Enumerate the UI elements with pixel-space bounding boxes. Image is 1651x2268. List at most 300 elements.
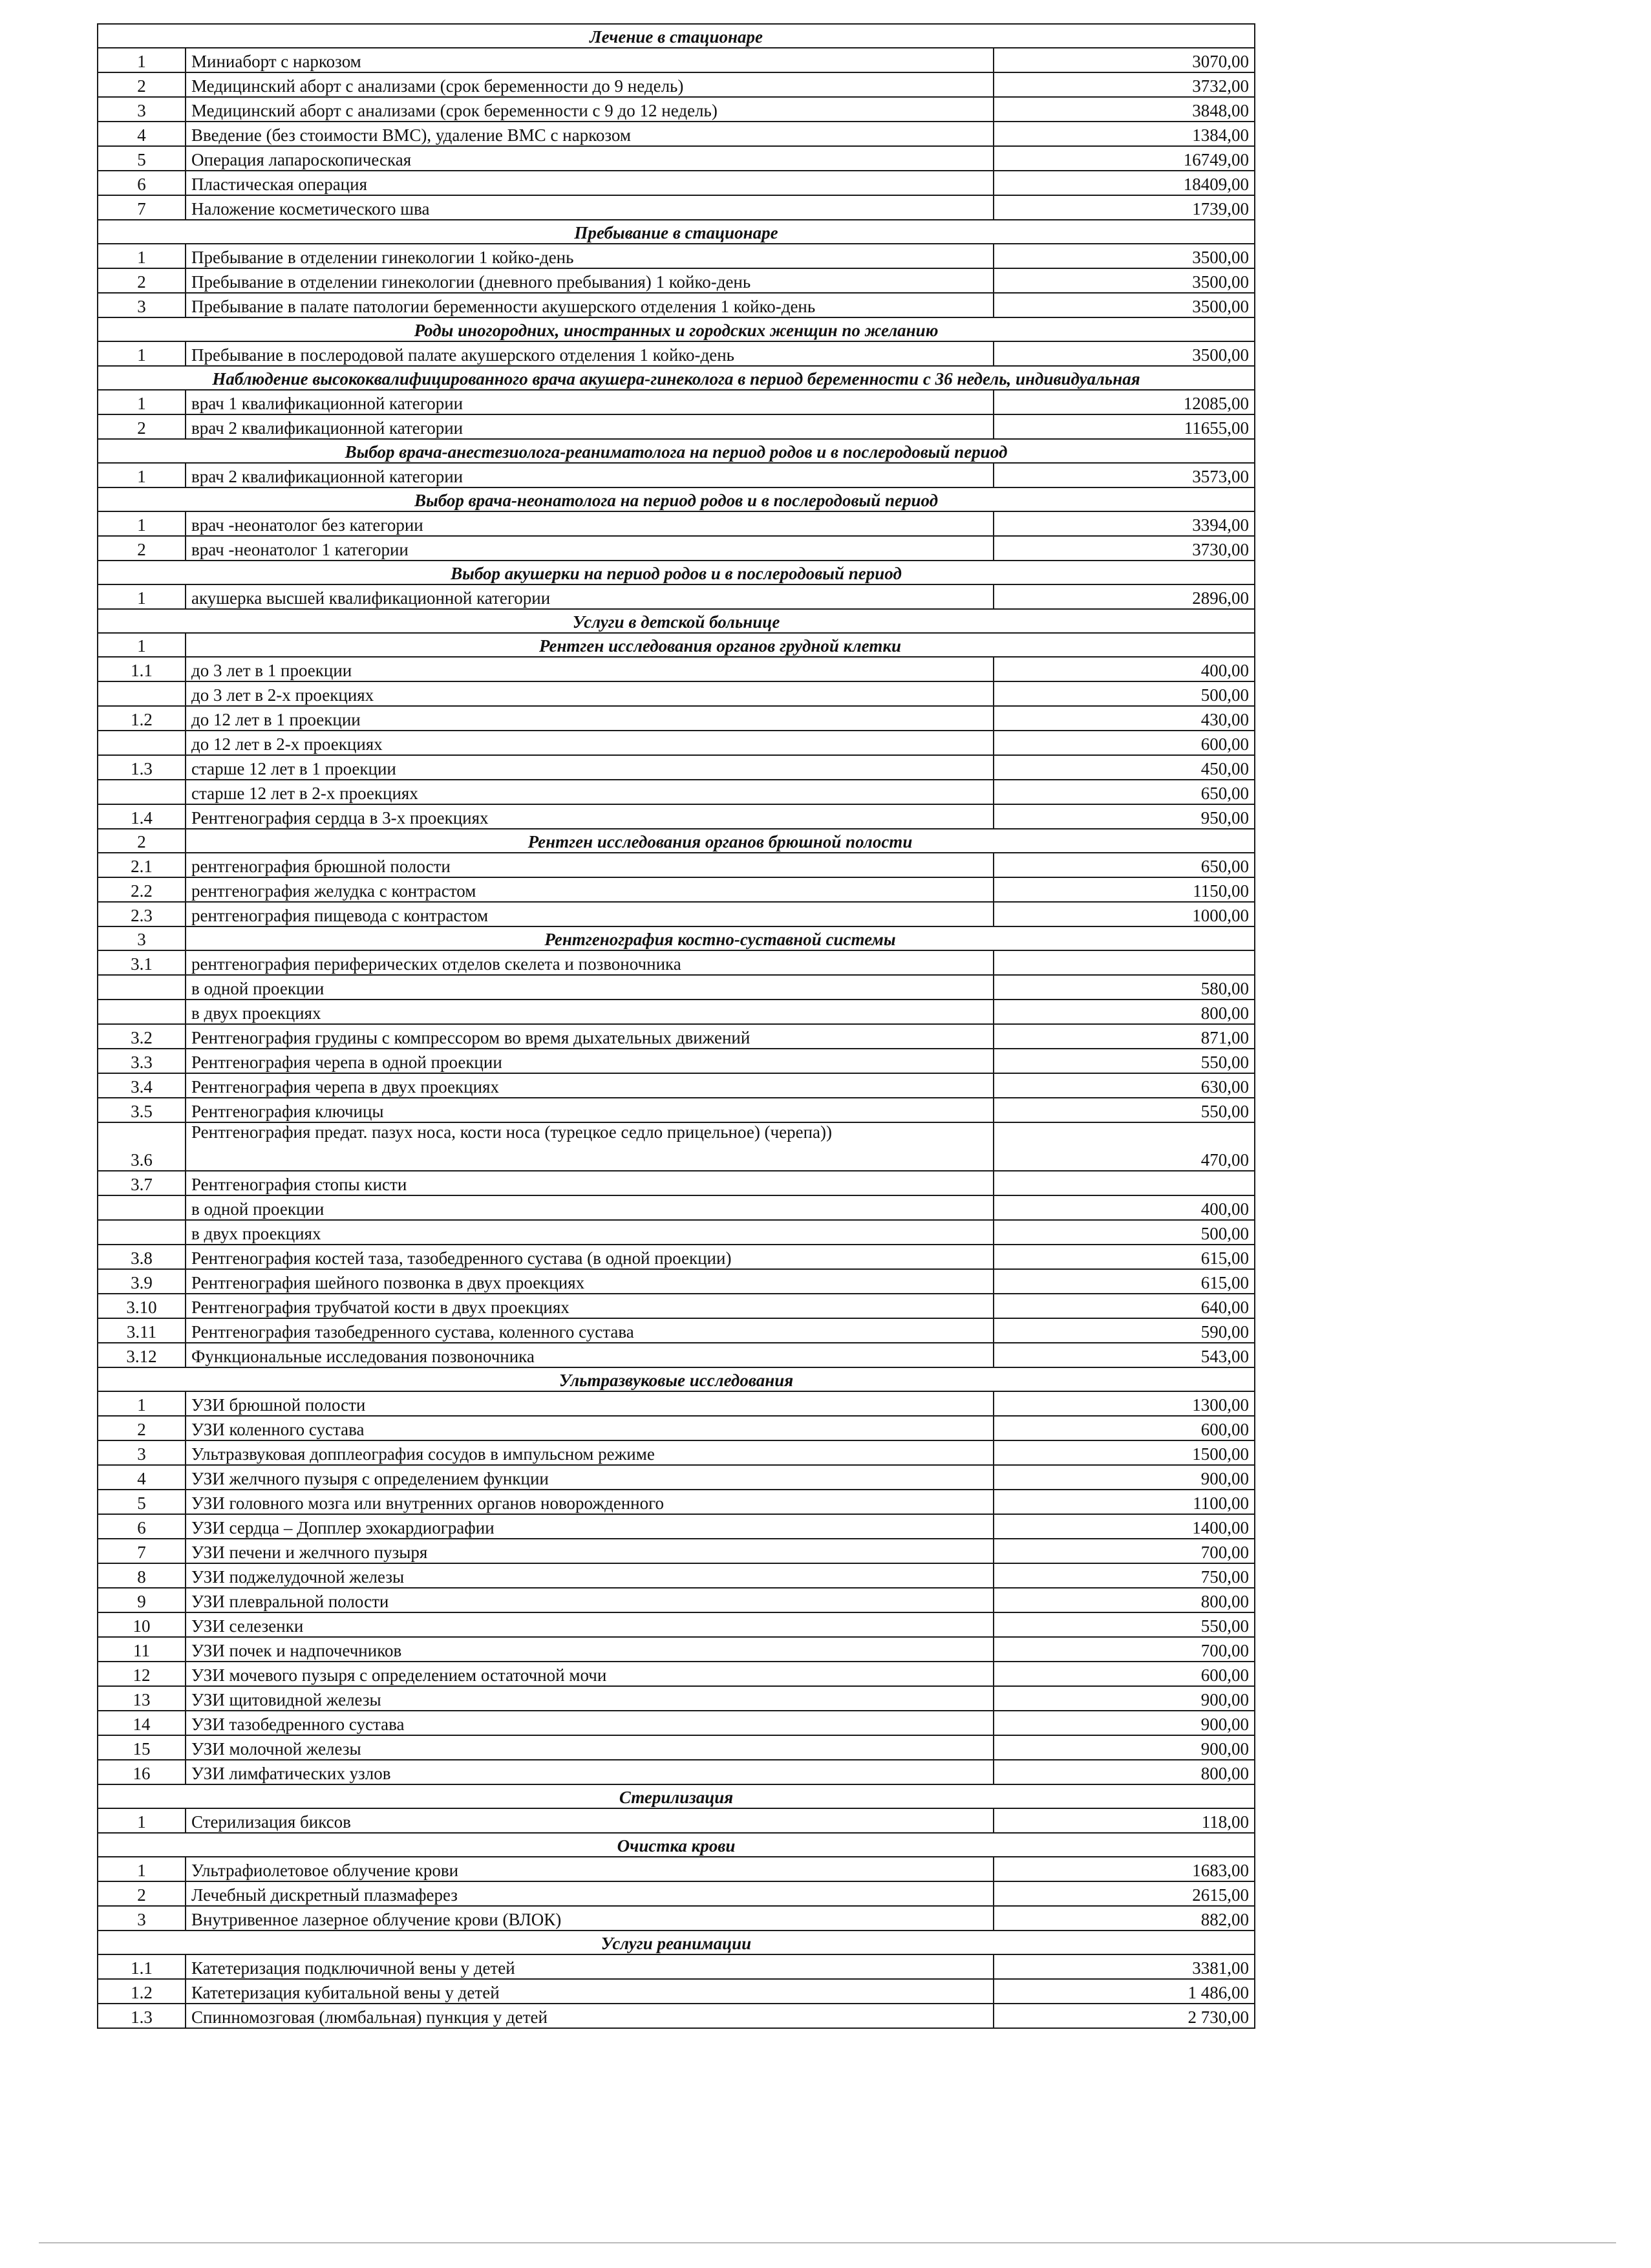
row-number: 2 (98, 1881, 186, 1906)
service-name: Катетеризация подключичной вены у детей (186, 1954, 994, 1979)
service-name: Медицинский аборт с анализами (срок беременности с 9 до 12 недель) (186, 97, 994, 122)
service-price: 430,00 (994, 706, 1255, 731)
table-row (98, 48, 1255, 72)
service-name: в одной проекции (186, 975, 994, 1000)
table-row (98, 1857, 1255, 1881)
table-row (98, 1954, 1255, 1979)
row-number: 7 (98, 195, 186, 220)
service-name: рентгенография желудка с контрастом (186, 877, 994, 902)
service-name: Медицинский аборт с анализами (срок беременности до 9 недель) (186, 72, 994, 97)
table-row (98, 1686, 1255, 1711)
service-name: Введение (без стоимости ВМС), удаление ВМС с наркозом (186, 122, 994, 146)
table-row (98, 1711, 1255, 1735)
service-price: 550,00 (994, 1098, 1255, 1122)
service-name: Пребывание в послеродовой палате акушерского отделения 1 койко-день (186, 341, 994, 366)
service-price: 3500,00 (994, 268, 1255, 293)
service-price: 2615,00 (994, 1881, 1255, 1906)
service-name: Стерилизация биксов (186, 1808, 994, 1833)
service-name: Рентгенография костей таза, тазобедренного сустава (в одной проекции) (186, 1245, 994, 1269)
section-number: 2 (98, 829, 186, 853)
service-price: 1150,00 (994, 877, 1255, 902)
service-name: старше 12 лет в 2-х проекциях (186, 780, 994, 804)
service-price: 400,00 (994, 657, 1255, 681)
table-row (98, 171, 1255, 195)
row-number: 16 (98, 1760, 186, 1784)
row-number: 3.4 (98, 1073, 186, 1098)
table-row (98, 1245, 1255, 1269)
row-number: 3.2 (98, 1024, 186, 1049)
service-price: 615,00 (994, 1245, 1255, 1269)
service-price: 3070,00 (994, 48, 1255, 72)
row-number: 1 (98, 341, 186, 366)
section-title: Рентген исследования органов брюшной полости (186, 829, 1255, 853)
section-header-row (98, 561, 1255, 584)
table-row (98, 414, 1255, 439)
table-row (98, 584, 1255, 609)
price-table (97, 23, 1255, 2029)
row-number: 1 (98, 48, 186, 72)
service-price: 750,00 (994, 1563, 1255, 1588)
service-price: 900,00 (994, 1465, 1255, 1490)
service-name: УЗИ желчного пузыря с определением функции (186, 1465, 994, 1490)
service-name: УЗИ головного мозга или внутренних органов новорожденного (186, 1490, 994, 1514)
table-row (98, 1612, 1255, 1637)
service-name: УЗИ брюшной полости (186, 1391, 994, 1416)
service-name: Операция лапароскопическая (186, 146, 994, 171)
row-number: 3 (98, 293, 186, 317)
table-row (98, 1440, 1255, 1465)
row-number: 9 (98, 1588, 186, 1612)
table-row (98, 1024, 1255, 1049)
row-number: 1 (98, 463, 186, 487)
service-name: УЗИ молочной железы (186, 1735, 994, 1760)
service-price: 3381,00 (994, 1954, 1255, 1979)
table-row (98, 268, 1255, 293)
service-name: Пребывание в палате патологии беременности акушерского отделения 1 койко-день (186, 293, 994, 317)
service-price: 630,00 (994, 1073, 1255, 1098)
row-number: 1 (98, 390, 186, 414)
row-number (98, 780, 186, 804)
section-title: Выбор врача-неонатолога на период родов и в послеродовый период (98, 487, 1255, 511)
row-number: 12 (98, 1662, 186, 1686)
table-row (98, 902, 1255, 926)
table-row (98, 755, 1255, 780)
table-row (98, 1514, 1255, 1539)
table-row (98, 1881, 1255, 1906)
service-price: 2896,00 (994, 584, 1255, 609)
row-number: 1 (98, 1808, 186, 1833)
table-row (98, 1539, 1255, 1563)
service-name: Рентгенография предат. пазух носа, кости носа (турецкое седло прицельное) (черепа)) (186, 1122, 994, 1171)
row-number: 14 (98, 1711, 186, 1735)
service-price: 900,00 (994, 1686, 1255, 1711)
table-row (98, 1735, 1255, 1760)
row-number (98, 731, 186, 755)
table-row (98, 1122, 1255, 1171)
service-name: Пластическая операция (186, 171, 994, 195)
table-row (98, 1808, 1255, 1833)
service-name: Рентгенография стопы кисти (186, 1171, 994, 1195)
table-row (98, 1391, 1255, 1416)
row-number: 3 (98, 1440, 186, 1465)
table-row (98, 2004, 1255, 2028)
section-header-row (98, 366, 1255, 390)
table-row (98, 1760, 1255, 1784)
row-number: 2 (98, 268, 186, 293)
table-row (98, 1220, 1255, 1245)
service-price: 3732,00 (994, 72, 1255, 97)
section-header-row (98, 487, 1255, 511)
service-price: 580,00 (994, 975, 1255, 1000)
section-header-row (98, 633, 1255, 657)
table-row (98, 1979, 1255, 2004)
service-price: 16749,00 (994, 146, 1255, 171)
service-name: УЗИ почек и надпочечников (186, 1637, 994, 1662)
row-number: 1.3 (98, 755, 186, 780)
service-name: Функциональные исследования позвоночника (186, 1343, 994, 1367)
service-name: УЗИ лимфатических узлов (186, 1760, 994, 1784)
row-number: 2.2 (98, 877, 186, 902)
table-row (98, 1171, 1255, 1195)
row-number: 3.1 (98, 950, 186, 975)
row-number: 15 (98, 1735, 186, 1760)
table-row (98, 1000, 1255, 1024)
service-name: УЗИ тазобедренного сустава (186, 1711, 994, 1735)
row-number: 1 (98, 244, 186, 268)
service-name: до 3 лет в 2-х проекциях (186, 681, 994, 706)
service-price: 900,00 (994, 1711, 1255, 1735)
service-price (994, 950, 1255, 975)
service-name: Пребывание в отделении гинекологии (дневного пребывания) 1 койко-день (186, 268, 994, 293)
table-row (98, 804, 1255, 829)
row-number: 2 (98, 414, 186, 439)
row-number: 1 (98, 584, 186, 609)
table-row (98, 1049, 1255, 1073)
section-title: Лечение в стационаре (98, 24, 1255, 48)
service-price: 1500,00 (994, 1440, 1255, 1465)
table-row (98, 244, 1255, 268)
section-title: Услуги в детской больнице (98, 609, 1255, 633)
service-price: 470,00 (994, 1122, 1255, 1171)
service-name: УЗИ щитовидной железы (186, 1686, 994, 1711)
service-name: Рентгенография тазобедренного сустава, коленного сустава (186, 1318, 994, 1343)
service-price: 3394,00 (994, 511, 1255, 536)
row-number: 7 (98, 1539, 186, 1563)
section-number: 3 (98, 926, 186, 950)
service-price: 3848,00 (994, 97, 1255, 122)
service-price: 1000,00 (994, 902, 1255, 926)
table-row (98, 706, 1255, 731)
section-title: Услуги реанимации (98, 1931, 1255, 1954)
service-name: Внутривенное лазерное облучение крови (ВЛОК) (186, 1906, 994, 1931)
service-name: Катетеризация кубитальной вены у детей (186, 1979, 994, 2004)
row-number: 3.5 (98, 1098, 186, 1122)
service-price: 600,00 (994, 731, 1255, 755)
service-name: акушерка высшей квалификационной категории (186, 584, 994, 609)
service-name: врач -неонатолог без категории (186, 511, 994, 536)
section-number: 1 (98, 633, 186, 657)
service-name: Рентгенография сердца в 3-х проекциях (186, 804, 994, 829)
row-number (98, 1195, 186, 1220)
service-name: Ультразвуковая допплеография сосудов в импульсном режиме (186, 1440, 994, 1465)
table-row (98, 72, 1255, 97)
service-name: в двух проекциях (186, 1000, 994, 1024)
row-number (98, 1220, 186, 1245)
service-price: 3730,00 (994, 536, 1255, 561)
row-number (98, 975, 186, 1000)
table-row (98, 975, 1255, 1000)
table-row (98, 1269, 1255, 1294)
section-header-row (98, 829, 1255, 853)
service-price: 550,00 (994, 1612, 1255, 1637)
table-row (98, 122, 1255, 146)
row-number: 6 (98, 171, 186, 195)
row-number: 5 (98, 1490, 186, 1514)
service-price: 2 730,00 (994, 2004, 1255, 2028)
service-price: 650,00 (994, 780, 1255, 804)
service-name: рентгенография брюшной полости (186, 853, 994, 877)
row-number: 2.3 (98, 902, 186, 926)
table-row (98, 293, 1255, 317)
service-price: 1400,00 (994, 1514, 1255, 1539)
service-name: в одной проекции (186, 1195, 994, 1220)
service-price: 590,00 (994, 1318, 1255, 1343)
service-name: рентгенография пищевода с контрастом (186, 902, 994, 926)
service-price: 615,00 (994, 1269, 1255, 1294)
table-row (98, 1098, 1255, 1122)
service-name: Пребывание в отделении гинекологии 1 койко-день (186, 244, 994, 268)
service-name: до 12 лет в 2-х проекциях (186, 731, 994, 755)
service-price: 3573,00 (994, 463, 1255, 487)
price-list-sheet (97, 23, 1254, 2029)
service-name: Рентгенография черепа в одной проекции (186, 1049, 994, 1073)
service-price: 500,00 (994, 1220, 1255, 1245)
table-row (98, 950, 1255, 975)
section-title: Выбор акушерки на период родов и в послеродовый период (98, 561, 1255, 584)
service-price: 12085,00 (994, 390, 1255, 414)
table-row (98, 1588, 1255, 1612)
service-name: Спинномозговая (люмбальная) пункция у детей (186, 2004, 994, 2028)
section-header-row (98, 1784, 1255, 1808)
row-number: 8 (98, 1563, 186, 1588)
table-row (98, 536, 1255, 561)
table-row (98, 1906, 1255, 1931)
row-number: 1 (98, 1391, 186, 1416)
table-row (98, 780, 1255, 804)
table-row (98, 146, 1255, 171)
row-number (98, 1000, 186, 1024)
row-number: 11 (98, 1637, 186, 1662)
table-row (98, 1465, 1255, 1490)
row-number: 1.1 (98, 1954, 186, 1979)
row-number: 3.8 (98, 1245, 186, 1269)
table-row (98, 463, 1255, 487)
row-number: 3 (98, 1906, 186, 1931)
table-row (98, 1637, 1255, 1662)
service-name: Рентгенография грудины с компрессором во время дыхательных движений (186, 1024, 994, 1049)
section-header-row (98, 439, 1255, 463)
service-name: Рентгенография черепа в двух проекциях (186, 1073, 994, 1098)
service-name: Наложение косметического шва (186, 195, 994, 220)
service-price: 1 486,00 (994, 1979, 1255, 2004)
service-price: 3500,00 (994, 341, 1255, 366)
service-price: 950,00 (994, 804, 1255, 829)
service-name: Миниаборт с наркозом (186, 48, 994, 72)
row-number: 3 (98, 97, 186, 122)
table-row (98, 1563, 1255, 1588)
table-row (98, 1343, 1255, 1367)
service-name: Рентгенография шейного позвонка в двух проекциях (186, 1269, 994, 1294)
service-price: 882,00 (994, 1906, 1255, 1931)
row-number: 2.1 (98, 853, 186, 877)
service-price: 600,00 (994, 1662, 1255, 1686)
row-number: 3.11 (98, 1318, 186, 1343)
row-number: 2 (98, 1416, 186, 1440)
section-title: Рентгенография костно-суставной системы (186, 926, 1255, 950)
service-price: 700,00 (994, 1637, 1255, 1662)
row-number: 4 (98, 1465, 186, 1490)
section-title: Наблюдение высококвалифицированного врача акушера-гинеколога в период беременности с 36 недель, индивидуальная (98, 366, 1255, 390)
service-name: врач 2 квалификационной категории (186, 463, 994, 487)
service-price: 3500,00 (994, 244, 1255, 268)
service-price: 640,00 (994, 1294, 1255, 1318)
section-header-row (98, 926, 1255, 950)
service-name: Рентгенография ключицы (186, 1098, 994, 1122)
row-number: 13 (98, 1686, 186, 1711)
row-number: 1.4 (98, 804, 186, 829)
row-number: 3.3 (98, 1049, 186, 1073)
section-header-row (98, 1931, 1255, 1954)
service-name: УЗИ сердца – Допплер эхокардиографии (186, 1514, 994, 1539)
service-price: 650,00 (994, 853, 1255, 877)
service-price: 700,00 (994, 1539, 1255, 1563)
scan-edge-line (39, 2242, 1616, 2243)
service-price: 550,00 (994, 1049, 1255, 1073)
section-title: Ультразвуковые исследования (98, 1367, 1255, 1391)
service-name: до 12 лет в 1 проекции (186, 706, 994, 731)
section-header-row (98, 1367, 1255, 1391)
section-title: Очистка крови (98, 1833, 1255, 1857)
row-number: 3.7 (98, 1171, 186, 1195)
section-header-row (98, 317, 1255, 341)
table-row (98, 341, 1255, 366)
service-price: 600,00 (994, 1416, 1255, 1440)
service-name: УЗИ поджелудочной железы (186, 1563, 994, 1588)
service-price: 1683,00 (994, 1857, 1255, 1881)
table-row (98, 877, 1255, 902)
service-name: УЗИ селезенки (186, 1612, 994, 1637)
section-title: Пребывание в стационаре (98, 220, 1255, 244)
row-number: 10 (98, 1612, 186, 1637)
section-header-row (98, 220, 1255, 244)
row-number: 4 (98, 122, 186, 146)
row-number: 3.10 (98, 1294, 186, 1318)
service-price: 1300,00 (994, 1391, 1255, 1416)
row-number: 1.3 (98, 2004, 186, 2028)
section-title: Роды иногородних, иностранных и городских женщин по желанию (98, 317, 1255, 341)
section-header-row (98, 609, 1255, 633)
service-price: 11655,00 (994, 414, 1255, 439)
service-name: врач -неонатолог 1 категории (186, 536, 994, 561)
service-name: УЗИ плевральной полости (186, 1588, 994, 1612)
row-number: 1 (98, 1857, 186, 1881)
row-number: 3.9 (98, 1269, 186, 1294)
row-number: 2 (98, 72, 186, 97)
service-name: УЗИ мочевого пузыря с определением остаточной мочи (186, 1662, 994, 1686)
service-name: врач 1 квалификационной категории (186, 390, 994, 414)
service-price: 800,00 (994, 1760, 1255, 1784)
table-row (98, 1195, 1255, 1220)
service-price: 118,00 (994, 1808, 1255, 1833)
row-number: 1.1 (98, 657, 186, 681)
service-name: рентгенография периферических отделов скелета и позвоночника (186, 950, 994, 975)
service-name: в двух проекциях (186, 1220, 994, 1245)
service-name: УЗИ печени и желчного пузыря (186, 1539, 994, 1563)
service-price: 1100,00 (994, 1490, 1255, 1514)
section-title: Выбор врача-анестезиолога-реаниматолога на период родов и в послеродовый период (98, 439, 1255, 463)
service-price: 543,00 (994, 1343, 1255, 1367)
row-number: 3.6 (98, 1122, 186, 1171)
row-number: 5 (98, 146, 186, 171)
table-row (98, 390, 1255, 414)
service-price: 800,00 (994, 1000, 1255, 1024)
row-number: 1.2 (98, 1979, 186, 2004)
service-price: 871,00 (994, 1024, 1255, 1049)
service-name: старше 12 лет в 1 проекции (186, 755, 994, 780)
service-price (994, 1171, 1255, 1195)
table-row (98, 681, 1255, 706)
table-row (98, 97, 1255, 122)
table-row (98, 1294, 1255, 1318)
row-number: 6 (98, 1514, 186, 1539)
table-row (98, 1662, 1255, 1686)
row-number: 3.12 (98, 1343, 186, 1367)
service-name: Рентгенография трубчатой кости в двух проекциях (186, 1294, 994, 1318)
table-row (98, 853, 1255, 877)
table-row (98, 1416, 1255, 1440)
service-price: 800,00 (994, 1588, 1255, 1612)
service-name: до 3 лет в 1 проекции (186, 657, 994, 681)
price-table-body (98, 24, 1255, 2028)
service-price: 1739,00 (994, 195, 1255, 220)
table-row (98, 195, 1255, 220)
table-row (98, 511, 1255, 536)
table-row (98, 1073, 1255, 1098)
service-price: 900,00 (994, 1735, 1255, 1760)
row-number: 1.2 (98, 706, 186, 731)
section-header-row (98, 1833, 1255, 1857)
table-row (98, 657, 1255, 681)
service-price: 3500,00 (994, 293, 1255, 317)
table-row (98, 1490, 1255, 1514)
service-price: 1384,00 (994, 122, 1255, 146)
service-price: 18409,00 (994, 171, 1255, 195)
service-name: Ультрафиолетовое облучение крови (186, 1857, 994, 1881)
section-title: Рентген исследования органов грудной клетки (186, 633, 1255, 657)
service-price: 500,00 (994, 681, 1255, 706)
table-row (98, 1318, 1255, 1343)
service-name: врач 2 квалификационной категории (186, 414, 994, 439)
row-number (98, 681, 186, 706)
section-header-row (98, 24, 1255, 48)
service-price: 450,00 (994, 755, 1255, 780)
service-name: УЗИ коленного сустава (186, 1416, 994, 1440)
service-price: 400,00 (994, 1195, 1255, 1220)
table-row (98, 731, 1255, 755)
row-number: 1 (98, 511, 186, 536)
service-name: Лечебный дискретный плазмаферез (186, 1881, 994, 1906)
row-number: 2 (98, 536, 186, 561)
